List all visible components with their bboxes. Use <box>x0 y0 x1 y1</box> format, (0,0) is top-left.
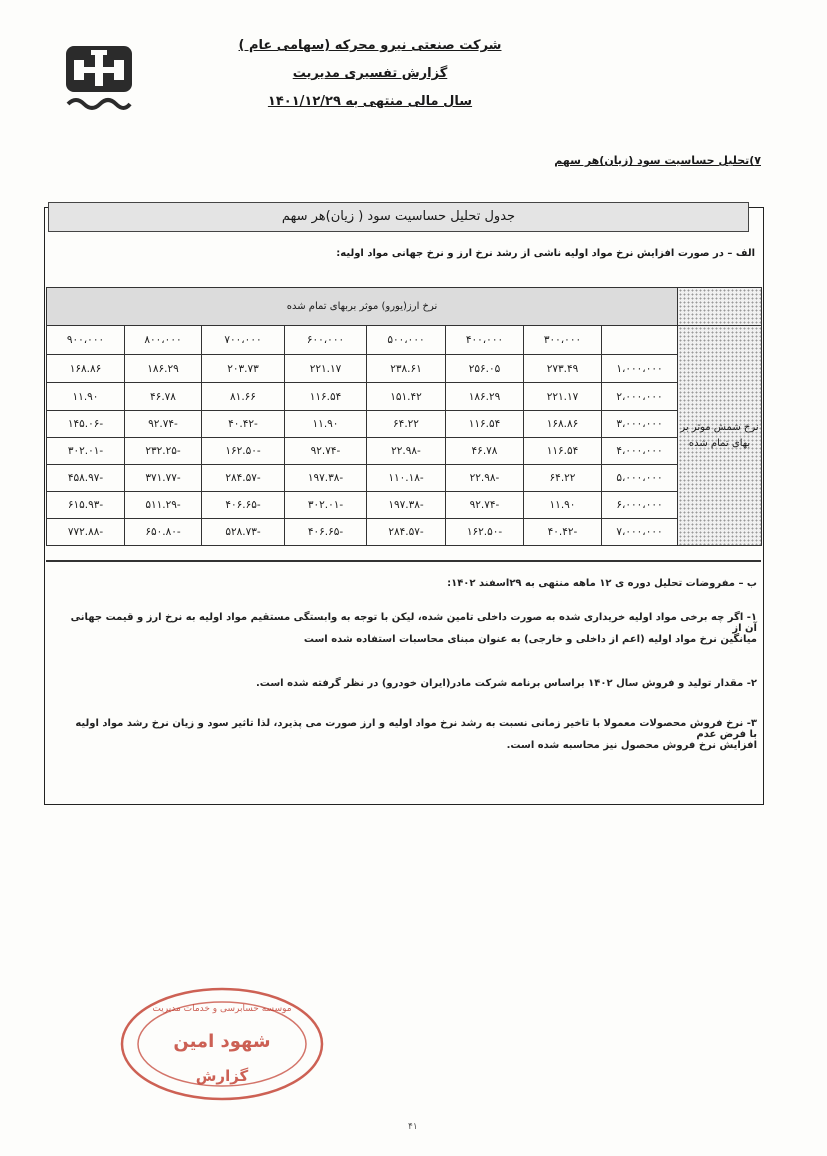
row-label: ۴،۰۰۰،۰۰۰ <box>602 438 678 465</box>
row-label: ۵،۰۰۰،۰۰۰ <box>602 465 678 492</box>
row-label: ۱،۰۰۰،۰۰۰ <box>602 355 678 383</box>
table-cell: ۶۴.۲۲ <box>367 411 446 438</box>
fx-header: نرخ ارز(یورو) موثر بربهای تمام شده <box>47 288 678 326</box>
column-header: ۹۰۰،۰۰۰ <box>47 326 125 355</box>
table-cell: ۲۷۳.۴۹ <box>524 355 602 383</box>
auditor-stamp <box>118 985 326 1103</box>
table-cell: ۲۰۳.۷۳ <box>202 355 285 383</box>
column-header: ۴۰۰،۰۰۰ <box>446 326 524 355</box>
assumption-1-cont: میانگین نرخ مواد اولیه (اعم از داخلی و خارجی) به عنوان مبنای محاسبات استفاده شده است <box>303 634 757 645</box>
hatched-corner <box>678 288 762 326</box>
table-cell: ۱۱۶.۵۴ <box>524 438 602 465</box>
table-cell: -۲۲.۹۸ <box>446 465 524 492</box>
table-cell: ۴۶.۷۸ <box>125 383 202 411</box>
column-header: ۳۰۰،۰۰۰ <box>524 326 602 355</box>
table-row <box>47 383 762 411</box>
table-cell: -۴۰۶.۶۵ <box>202 492 285 519</box>
row-label: ۷،۰۰۰،۰۰۰ <box>602 519 678 546</box>
table-cell: ۱۸۶.۲۹ <box>125 355 202 383</box>
table-title: جدول تحلیل حساسیت سود ( زیان)هر سهم <box>48 202 749 232</box>
table-cell: -۹۲.۷۴ <box>285 438 367 465</box>
column-header: ۶۰۰،۰۰۰ <box>285 326 367 355</box>
table-cell: ۶۴.۲۲ <box>524 465 602 492</box>
table-cell: ۲۲۱.۱۷ <box>285 355 367 383</box>
row-header-label: نرخ شمش موثر بر بهای تمام شده <box>680 421 759 449</box>
assumption-3: ۳- نرخ فروش محصولات معمولا با تاخیر زمانی نسبت به رشد نرخ مواد اولیه و ارز صورت می پذیرد، لذا تاثیر سود و زیان نرخ رشد مواد اولیه با فرض عدم <box>75 718 757 740</box>
table-cell: ۲۳۸.۶۱ <box>367 355 446 383</box>
table-cell: ۱۱.۹۰ <box>47 383 125 411</box>
table-cell: ۸۱.۶۶ <box>202 383 285 411</box>
section-title: ۷)تحلیل حساسیت سود (زیان)هر سهم <box>554 154 761 167</box>
table-cell: -۲۸۴.۵۷ <box>367 519 446 546</box>
row-label: ۳،۰۰۰،۰۰۰ <box>602 411 678 438</box>
corner-cell <box>602 326 678 355</box>
stamp-ring-text: موسسه حسابرسی و خدمات مدیریت <box>152 1004 292 1014</box>
row-label: ۲،۰۰۰،۰۰۰ <box>602 383 678 411</box>
table-cell: -۴۰.۴۲ <box>202 411 285 438</box>
column-header: ۸۰۰،۰۰۰ <box>125 326 202 355</box>
column-header: ۵۰۰،۰۰۰ <box>367 326 446 355</box>
divider <box>46 560 761 562</box>
table-cell: ۱۱۶.۵۴ <box>285 383 367 411</box>
table-cell: ۱۸۶.۲۹ <box>446 383 524 411</box>
table-cell: -۵۱۱.۲۹ <box>125 492 202 519</box>
table-cell: ۱۱۶.۵۴ <box>446 411 524 438</box>
stamp-icon <box>118 985 326 1103</box>
table-row <box>47 492 762 519</box>
table-cell: -۵۲۸.۷۳ <box>202 519 285 546</box>
table-row <box>47 411 762 438</box>
report-period: سال مالی منتهی به ۱۴۰۱/۱۲/۲۹ <box>267 94 473 109</box>
table-cell: ۴۶.۷۸ <box>446 438 524 465</box>
table-row <box>47 465 762 492</box>
table-cell: ۱۱.۹۰ <box>524 492 602 519</box>
table-cell: ۱۱.۹۰ <box>285 411 367 438</box>
table-cell: -۷۷۲.۸۸ <box>47 519 125 546</box>
sensitivity-table <box>46 287 762 546</box>
assumption-3-cont: افزایش نرخ فروش محصول نیز محاسبه شده است. <box>506 740 757 751</box>
table-cell: -۲۲.۹۸ <box>367 438 446 465</box>
table-cell: -۱۹۷.۳۸ <box>367 492 446 519</box>
table-cell: -۹۲.۷۴ <box>446 492 524 519</box>
table-cell: -۱۴۵.۰۶ <box>47 411 125 438</box>
table-cell: -۴۰۶.۶۵ <box>285 519 367 546</box>
table-row <box>47 355 762 383</box>
company-name: شرکت صنعتی نیرو محرکه (سهامی عام ) <box>238 38 502 53</box>
column-header: ۷۰۰،۰۰۰ <box>202 326 285 355</box>
table-cell: -۲۳۲.۲۵ <box>125 438 202 465</box>
table-cell: -۳۷۱.۷۷ <box>125 465 202 492</box>
table-cell: ۲۵۶.۰۵ <box>446 355 524 383</box>
table-cell: -۲۸۴.۵۷ <box>202 465 285 492</box>
table-cell: -۱۱۰.۱۸ <box>367 465 446 492</box>
table-cell: -۶۱۵.۹۳ <box>47 492 125 519</box>
assumptions-title: ب – مفروضات تحلیل دوره ی ۱۲ ماهه منتهی به ۲۹اسفند ۱۴۰۲: <box>447 578 757 589</box>
company-logo <box>62 42 136 116</box>
assumption-2: ۲- مقدار تولید و فروش سال ۱۴۰۲ براساس برنامه شرکت مادر(ایران خودرو) در نظر گرفته شده است. <box>255 678 757 689</box>
table-cell: -۴۵۸.۹۷ <box>47 465 125 492</box>
table-cell: -۴۰.۴۲ <box>524 519 602 546</box>
company-logo-icon <box>62 42 136 116</box>
table-cell: ۲۲۱.۱۷ <box>524 383 602 411</box>
table-cell: ۱۵۱.۴۲ <box>367 383 446 411</box>
row-header <box>678 326 762 546</box>
report-title: گزارش تفسیری مدیریت <box>292 66 448 81</box>
table-row <box>47 519 762 546</box>
table-cell: -۶۵۰.۸۰ <box>125 519 202 546</box>
table-row <box>47 438 762 465</box>
table-cell: ۱۶۸.۸۶ <box>47 355 125 383</box>
table-cell: -۳۰۲.۰۱ <box>285 492 367 519</box>
stamp-name: شهود امین <box>173 1031 271 1052</box>
stamp-word: گزارش <box>195 1067 249 1085</box>
table-cell: ۱۶۸.۸۶ <box>524 411 602 438</box>
table-cell: -۱۹۷.۳۸ <box>285 465 367 492</box>
table-cell: -۱۶۲.۵۰ <box>202 438 285 465</box>
table-cell: -۱۶۲.۵۰ <box>446 519 524 546</box>
table-cell: -۹۲.۷۴ <box>125 411 202 438</box>
assumption-1: ۱- اگر چه برخی مواد اولیه خریداری شده به صورت داخلی تامین شده، لیکن با توجه به وابستگی مستقیم مواد اولیه به نرخ ارز و قیمت جهانی آن از <box>70 612 757 634</box>
table-cell: -۳۰۲.۰۱ <box>47 438 125 465</box>
row-label: ۶،۰۰۰،۰۰۰ <box>602 492 678 519</box>
table-intro: الف – در صورت افزایش نرخ مواد اولیه ناشی از رشد نرخ ارز و نرخ جهانی مواد اولیه: <box>336 248 755 259</box>
page-number: ۴۱ <box>408 1122 418 1132</box>
